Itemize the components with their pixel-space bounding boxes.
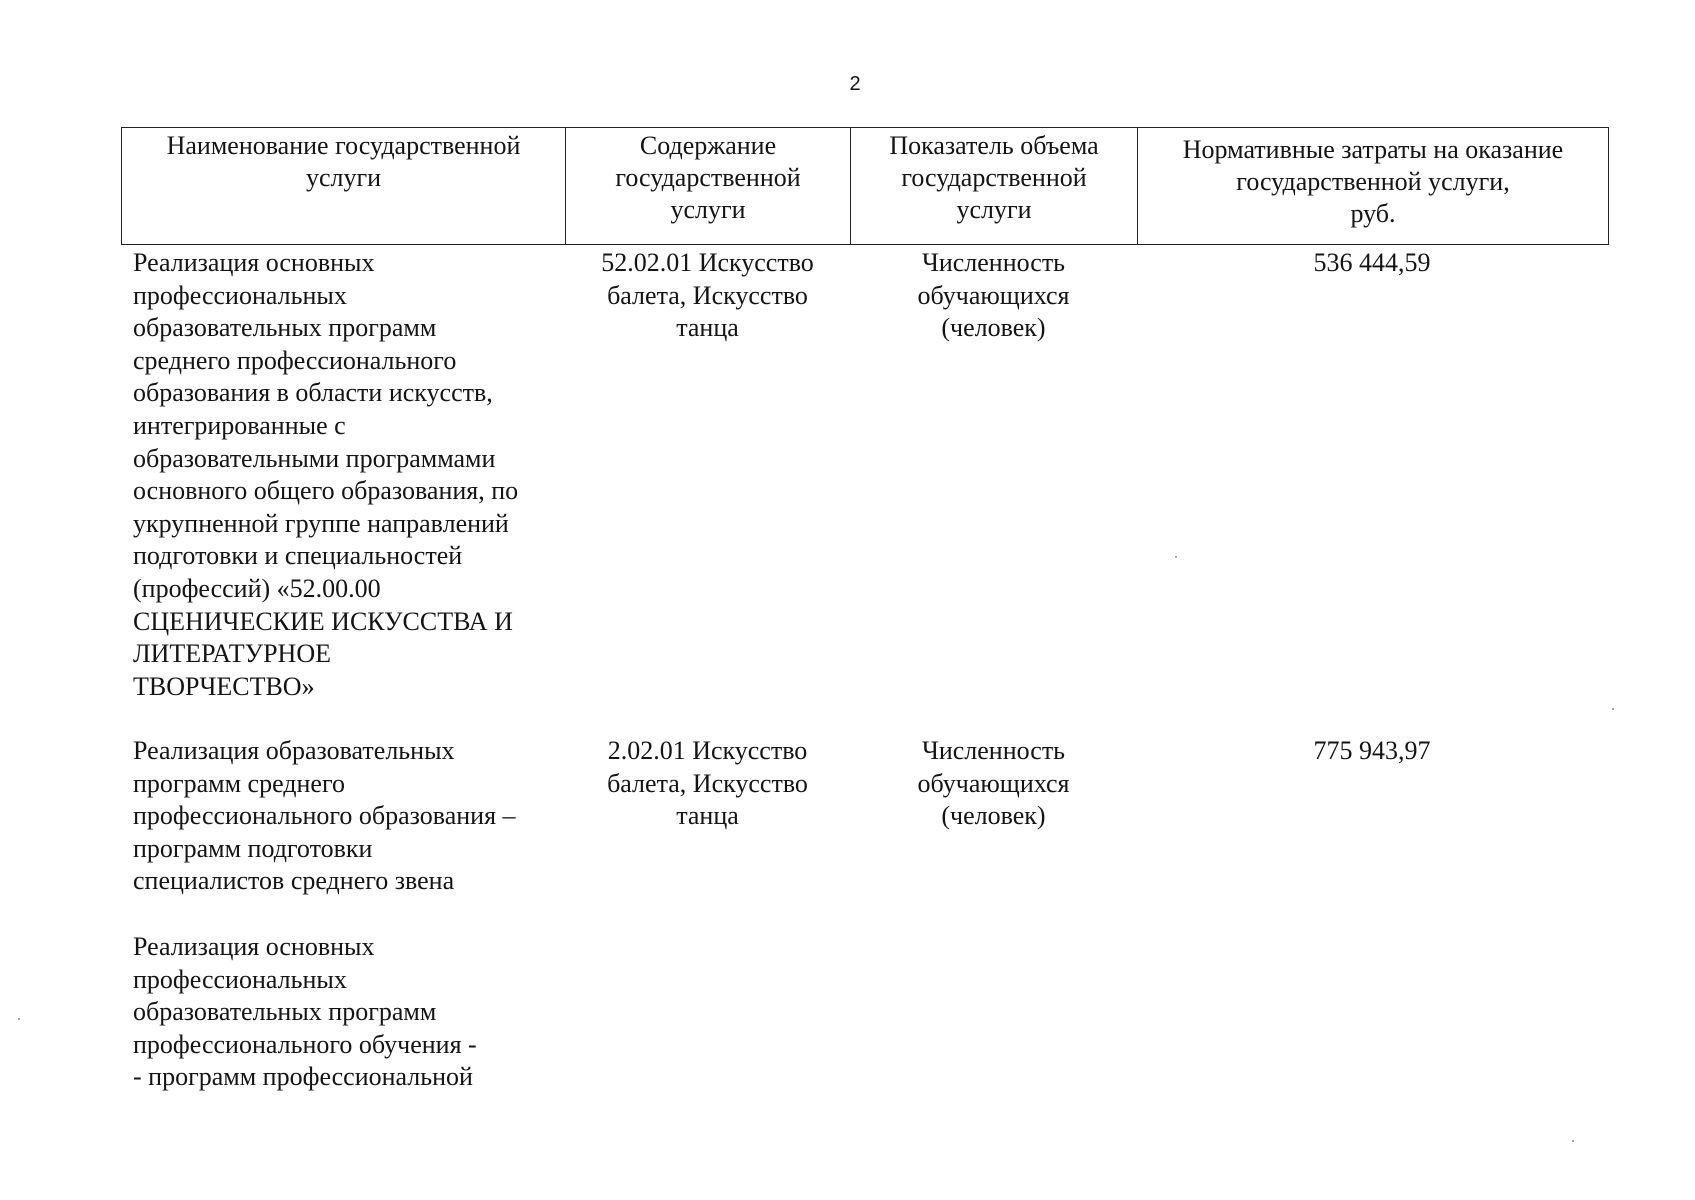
row2-normative-cost: 775 943,97 [1313,736,1431,765]
row2-service-name: Реализация образовательных программ среднего профессионального образования – программ подготовки специалистов среднего звена [133,736,516,896]
row1-normative-cost: 536 444,59 [1313,248,1431,277]
row3-service-name: Реализация основных профессиональных образовательных программ профессионального обучения - - программ профессиональной [133,932,477,1092]
row1-service-name: Реализация основных профессиональных образовательных программ среднего профессионального образования в области искусств, интегрированные с образовательными программами основного общего образования, по укрупненной группе направлений подготовки и специальностей (профессий) «52.00.00 СЦЕНИЧЕСКИЕ ИСКУССТВА И ЛИТЕРАТУРНОЕ ТВОРЧЕСТВО» [133,248,519,701]
scan-speck [1572,1140,1574,1142]
page-number: 2 [849,73,861,95]
scan-speck [18,1018,20,1020]
scan-speck [1612,708,1614,710]
scan-speck [1175,556,1177,558]
header-volume-indicator: Показатель объема государственной услуги [851,128,1138,244]
row1-service-content: 52.02.01 Искусство балета, Искусство танца [601,248,814,343]
header-normative-costs: Нормативные затраты на оказание государственной услуги, руб. [1182,135,1564,228]
row1-volume-indicator: Численность обучающихся (человек) [917,248,1070,343]
header-service-name: Наименование государственной услуги [122,128,566,244]
table-header [121,127,1609,245]
header-service-content: Содержание государственной услуги [566,128,851,244]
row2-volume-indicator: Численность обучающихся (человек) [917,736,1070,831]
row2-service-content: 2.02.01 Искусство балета, Искусство танца [607,736,808,831]
